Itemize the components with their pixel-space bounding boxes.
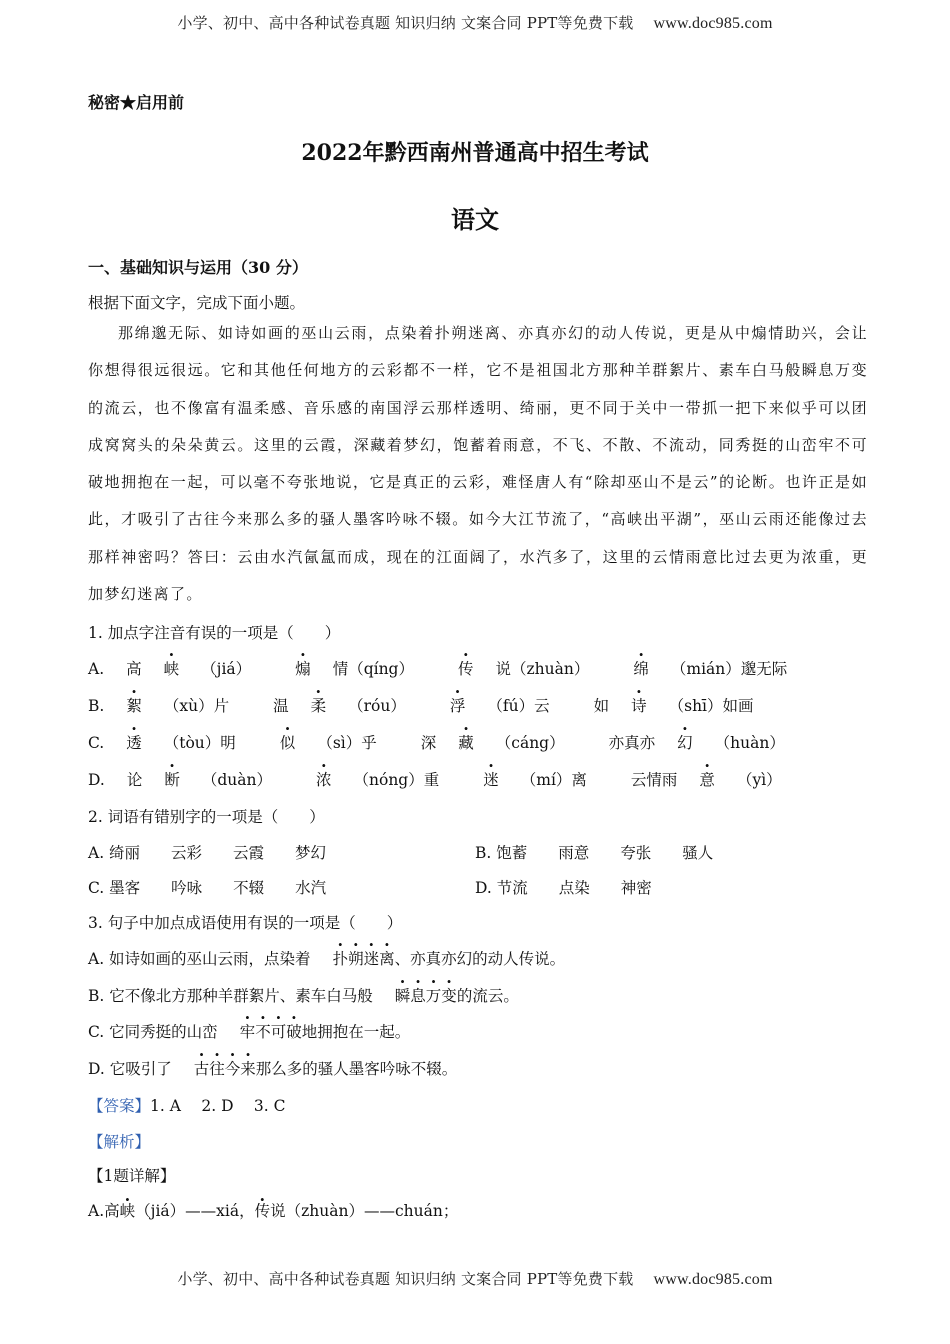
emphasized-char: 息 xyxy=(410,987,426,1005)
option-word xyxy=(631,768,804,790)
emphasized-char: 迷 xyxy=(483,771,499,789)
option-word xyxy=(316,768,461,790)
sentence-post: 的流云。 xyxy=(456,987,519,1005)
emphasized-char: 断 xyxy=(164,771,180,789)
secret-label: 秘密★启用前 xyxy=(88,93,185,112)
answer-line xyxy=(88,1094,286,1116)
emphasized-char: 万 xyxy=(425,987,442,1005)
option-label: B. xyxy=(88,697,105,715)
option-label: D. xyxy=(88,771,105,789)
emphasized-char: 藏 xyxy=(458,734,474,752)
emphasized-char: 往 xyxy=(209,1060,225,1078)
word-pre: 温 xyxy=(273,697,289,715)
emphasized-char: 透 xyxy=(126,734,142,752)
option-word xyxy=(450,694,572,716)
emphasized-char: 变 xyxy=(441,987,457,1005)
option-word xyxy=(609,731,807,753)
word-pre: 如 xyxy=(593,697,610,715)
q1-option-a[interactable] xyxy=(88,657,831,679)
emphasized-char: 瞬 xyxy=(394,987,411,1005)
option-word xyxy=(126,731,258,753)
emphasized-idiom xyxy=(333,947,395,969)
q2-option-d[interactable]: D. 节流 点染 神密 xyxy=(475,879,652,897)
word-pre: 深 xyxy=(420,734,437,752)
passage-text: 那绵邈无际、如诗如画的巫山云雨，点染着扑朔迷离、亦真亦幻的动人传说，更是从中煽情助兴，会让你想得很远很远。它和其他任何地方的云彩都不一样，它不是祖国北方那种羊群絮片、素车白马般瞬息万变的流云，也不像富有温柔感、音乐感的南国浮云那样透明、绮丽，更不同于关中一带抓一把下来似乎可以团成窝窝头的朵朵黄云。这里的云霞，深藏着梦幻，饱蓄着雨意，不飞、不散、不流动，同秀挺的山峦牢不可破地拥抱在一起，可以毫不夸张地说，它是真正的云彩，难怪唐人有“除却巫山不是云”的论断。也许正是如此，才吸引了古往今来那么多的骚人墨客吟咏不辍。如今大江节流了，“高峡出平湖”，巫山云雨还能像过去那样神密吗？答曰：云由水汽氤氲而成，现在的江面阔了，水汽多了，这里的云情雨意比过去更为浓重，更加梦幻迷离了。 xyxy=(88,324,868,604)
word-post: （tòu）明 xyxy=(163,734,236,752)
detail-text-2: （jiá）——xiá， xyxy=(135,1202,255,1220)
sentence-pre: C. 它同秀挺的山峦 xyxy=(88,1023,218,1041)
emphasized-char: 峡 xyxy=(163,660,180,678)
q2-option-a[interactable]: A. 绮丽 云彩 云霞 梦幻 xyxy=(88,844,327,862)
q3-option-c[interactable] xyxy=(88,1020,410,1042)
word-post: （huàn） xyxy=(714,734,785,752)
option-word xyxy=(458,657,611,679)
detail-text-3: 说（zhuàn）——chuán； xyxy=(270,1202,459,1220)
emphasized-char: 不 xyxy=(255,1023,271,1041)
sentence-pre: D. 它吸引了 xyxy=(88,1060,172,1078)
emphasized-char: 离 xyxy=(379,950,395,968)
word-pre: 高 xyxy=(126,660,142,678)
emphasized-idiom xyxy=(194,1057,256,1079)
answer-text: 1. A 2. D 3. C xyxy=(150,1097,286,1115)
detail-text-1: A.高 xyxy=(88,1202,120,1220)
emphasized-idiom xyxy=(395,984,457,1006)
emphasized-char: 柔 xyxy=(310,697,327,715)
word-post: （jiá） xyxy=(201,660,252,678)
q3-option-a[interactable] xyxy=(88,947,565,969)
emphasized-char: 似 xyxy=(279,734,296,752)
q2-stem: 2. 词语有错别字的一项是（ ） xyxy=(88,808,325,826)
page-footer xyxy=(0,1268,950,1289)
sentence-pre: B. 它不像北方那种羊群絮片、素车白马般 xyxy=(88,987,373,1005)
emphasized-char: 浮 xyxy=(449,697,466,715)
word-post: （fú）云 xyxy=(487,697,550,715)
word-pre: 云情雨 xyxy=(630,771,678,789)
word-post: （sì）乎 xyxy=(317,734,377,752)
exam-title: 2022年黔西南州普通高中招生考试 xyxy=(301,140,649,166)
emphasized-char: 煽 xyxy=(295,660,311,678)
sentence-post: 那么多的骚人墨客吟咏不辍。 xyxy=(255,1060,458,1078)
q3-stem: 3. 句子中加点成语使用有误的一项是（ ） xyxy=(88,914,403,932)
sentence-post: 、亦真亦幻的动人传说。 xyxy=(394,950,566,968)
emphasized-char: 绵 xyxy=(633,660,649,678)
q1-option-b[interactable] xyxy=(88,694,798,716)
option-word xyxy=(295,657,436,679)
emphasized-char: 今 xyxy=(224,1060,241,1078)
emphasized-char: 可 xyxy=(270,1023,287,1041)
sentence-post: 地拥抱在一起。 xyxy=(301,1023,411,1041)
section-heading: 一、基础知识与运用（30 分） xyxy=(88,258,308,277)
detail-label: 【1题详解】 xyxy=(88,1167,176,1185)
q1-option-d[interactable] xyxy=(88,768,826,790)
word-post: （nóng）重 xyxy=(353,771,440,789)
word-post: （xù）片 xyxy=(163,697,230,715)
word-post: （róu） xyxy=(348,697,406,715)
emphasized-char: 传 xyxy=(457,660,474,678)
option-word xyxy=(594,694,776,716)
option-word xyxy=(633,657,809,679)
emphasized-char: 来 xyxy=(240,1060,256,1078)
emphasized-char: 意 xyxy=(699,771,715,789)
word-post: 说（zhuàn） xyxy=(495,660,590,678)
q1-option-c[interactable] xyxy=(88,731,829,753)
option-word xyxy=(421,731,587,753)
emphasized-idiom xyxy=(240,1020,302,1042)
page-header xyxy=(0,12,950,33)
q2-option-b[interactable]: B. 饱蓄 雨意 夸张 骚人 xyxy=(475,844,714,862)
header-text: 小学、初中、高中各种试卷真题 知识归纳 文案合同 PPT等免费下载 xyxy=(177,14,634,32)
detail-em-1: 峡 xyxy=(119,1202,136,1220)
q1-stem: 1. 加点字注音有误的一项是（ ） xyxy=(88,624,341,642)
detail-em-2: 传 xyxy=(254,1202,271,1220)
word-post: （mián）邈无际 xyxy=(670,660,788,678)
q3-option-b[interactable] xyxy=(88,984,519,1006)
emphasized-char: 扑 xyxy=(332,950,349,968)
option-word xyxy=(483,768,609,790)
emphasized-char: 絮 xyxy=(126,697,142,715)
passage xyxy=(88,315,868,613)
q2-option-c[interactable]: C. 墨客 吟咏 不辍 水汽 xyxy=(88,879,327,897)
word-post: （duàn） xyxy=(201,771,272,789)
header-site[interactable]: www.doc985.com xyxy=(653,15,773,32)
subject-title: 语文 xyxy=(451,205,499,234)
emphasized-char: 牢 xyxy=(239,1023,256,1041)
word-post: （shī）如画 xyxy=(668,697,754,715)
option-word xyxy=(126,657,273,679)
option-word xyxy=(126,694,251,716)
word-post: （yì） xyxy=(736,771,782,789)
option-label: C. xyxy=(88,734,105,752)
footer-text: 小学、初中、高中各种试卷真题 知识归纳 文案合同 PPT等免费下载 xyxy=(177,1270,634,1288)
word-post: 情（qíng） xyxy=(332,660,414,678)
emphasized-char: 迷 xyxy=(363,950,380,968)
option-word xyxy=(127,768,294,790)
answer-label: 【答案】 xyxy=(88,1097,151,1115)
emphasized-char: 古 xyxy=(193,1060,210,1078)
emphasized-char: 诗 xyxy=(631,697,647,715)
word-post: （mí）离 xyxy=(520,771,587,789)
word-pre: 亦真亦 xyxy=(608,734,656,752)
q3-option-d[interactable] xyxy=(88,1057,457,1079)
emphasized-char: 破 xyxy=(286,1023,302,1041)
option-label: A. xyxy=(88,660,105,678)
analysis-label: 【解析】 xyxy=(88,1133,151,1151)
word-post: （cáng） xyxy=(495,734,565,752)
instruction: 根据下面文字，完成下面小题。 xyxy=(88,294,306,312)
emphasized-char: 幻 xyxy=(677,734,693,752)
emphasized-char: 朔 xyxy=(348,950,364,968)
sentence-pre: A. 如诗如画的巫山云雨，点染着 xyxy=(88,950,311,968)
word-pre: 论 xyxy=(126,771,143,789)
option-word xyxy=(273,694,428,716)
detail-line xyxy=(88,1199,458,1221)
footer-site[interactable]: www.doc985.com xyxy=(653,1271,773,1288)
emphasized-char: 浓 xyxy=(315,771,332,789)
option-word xyxy=(280,731,399,753)
